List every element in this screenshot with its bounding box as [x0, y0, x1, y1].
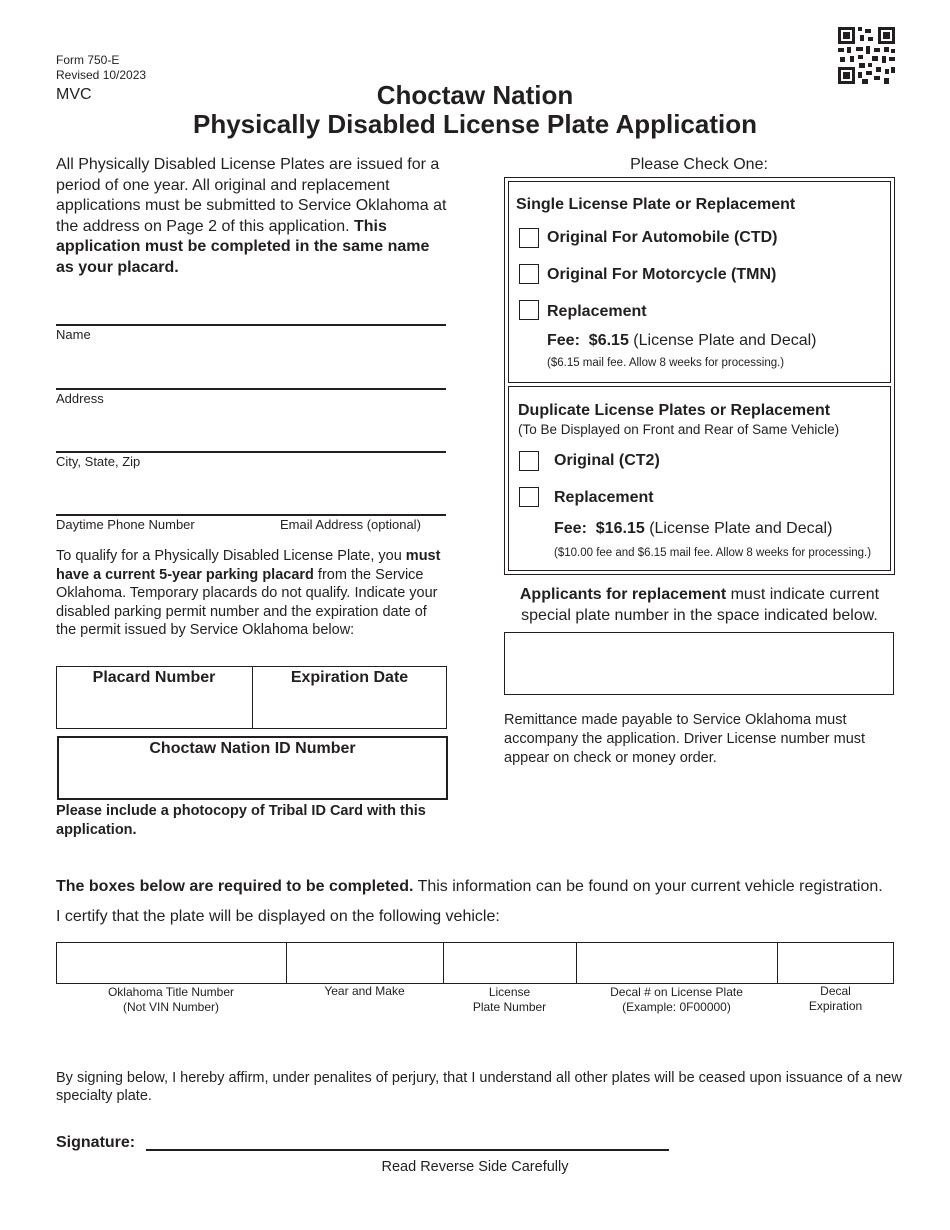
affirmation-text: By signing below, I hereby affirm, under penalites of perjury, that I understand all other plates will be ceased upon issuance of a new specialty plate.	[56, 1070, 902, 1104]
single-fee-note: ($6.15 mail fee. Allow 8 weeks for processing.)	[547, 357, 785, 369]
col-year-make: Year and Make	[324, 984, 405, 998]
page-title: Physically Disabled License Plate Application	[192, 109, 757, 139]
intro-paragraph: All Physically Disabled License Plates are issued for a period of one year. All original and replacement applications must be submitted to Service Oklahoma at the address on Page 2 of this application. This application must be completed in the same name as your placard.	[56, 156, 447, 276]
placard-number-label: Placard Number	[92, 669, 216, 686]
revised-date: Revised 10/2023	[56, 68, 147, 82]
expiration-date-label: Expiration Date	[290, 669, 409, 686]
checkbox-original-automobile[interactable]	[519, 228, 539, 248]
col-title-number: Oklahoma Title Number (Not VIN Number)	[107, 985, 235, 1014]
checkbox-single-replacement[interactable]	[519, 300, 539, 320]
checkbox-duplicate-replacement[interactable]	[519, 487, 539, 507]
vehicle-col-divider	[576, 942, 577, 984]
signature-label: Signature:	[56, 1134, 136, 1151]
agency-code: MVC	[56, 86, 92, 103]
duplicate-fee-note: ($10.00 fee and $6.15 mail fee. Allow 8 weeks for processing.)	[554, 547, 872, 559]
option-duplicate-replacement: Replacement	[554, 489, 654, 506]
year-make-input[interactable]	[288, 944, 441, 982]
vehicle-col-divider	[777, 942, 778, 984]
phone-label: Daytime Phone Number	[56, 517, 195, 532]
vehicle-col-divider	[443, 942, 444, 984]
address-label: Address	[56, 391, 104, 406]
checkbox-original-ct2[interactable]	[519, 451, 539, 471]
footer-note: Read Reverse Side Carefully	[381, 1159, 569, 1175]
option-original-motorcycle: Original For Motorcycle (TMN)	[547, 266, 777, 283]
vehicle-col-divider	[286, 942, 287, 984]
city-state-zip-line[interactable]	[56, 451, 446, 453]
check-one-heading: Please Check One:	[630, 156, 768, 173]
single-fee: Fee: $6.15 (License Plate and Decal)	[547, 332, 817, 349]
name-label: Name	[56, 327, 91, 342]
qr-code-icon	[838, 27, 895, 84]
placard-number-input[interactable]	[60, 693, 248, 725]
form-number: Form 750-E	[56, 53, 120, 67]
decal-expiration-input[interactable]	[779, 944, 892, 982]
title-line1: Choctaw Nation	[376, 80, 574, 110]
qualify-paragraph: To qualify for a Physically Disabled License Plate, you must have a current 5-year parking placard from the Service Oklahoma. Temporary placards do not qualify. Indicate your disabled parking permit number and the expiration date of the permit issued by Service Oklahoma below:	[56, 548, 441, 639]
photocopy-note: Please include a photocopy of Tribal ID Card with this application.	[56, 803, 426, 838]
duplicate-plate-title: Duplicate License Plates or Replacement	[518, 402, 831, 419]
email-label: Email Address (optional)	[280, 517, 421, 532]
col-decal-number: Decal # on License Plate (Example: 0F00000)	[610, 985, 743, 1014]
title-number-input[interactable]	[58, 944, 284, 982]
address-line[interactable]	[56, 388, 446, 390]
expiration-date-input[interactable]	[256, 693, 444, 725]
tribal-id-label: Choctaw Nation ID Number	[149, 740, 356, 757]
col-license-plate: License Plate Number	[472, 985, 547, 1014]
duplicate-plate-subtitle: (To Be Displayed on Front and Rear of Same Vehicle)	[518, 422, 840, 437]
duplicate-fee: Fee: $16.15 (License Plate and Decal)	[554, 520, 833, 537]
checkbox-original-motorcycle[interactable]	[519, 264, 539, 284]
signature-line[interactable]	[146, 1149, 669, 1151]
city-state-zip-label: City, State, Zip	[56, 454, 141, 469]
certify-text: I certify that the plate will be displayed on the following vehicle:	[56, 908, 500, 925]
required-note: The boxes below are required to be completed. This information can be found on your current vehicle registration.	[56, 878, 883, 895]
col-decal-expiration: Decal Expiration	[808, 984, 863, 1013]
remittance-note: Remittance made payable to Service Oklahoma must accompany the application. Driver License number must appear on check or money order.	[504, 712, 866, 766]
current-plate-number-input[interactable]	[504, 632, 894, 695]
phone-email-line[interactable]	[56, 514, 446, 516]
replacement-note: Applicants for replacement must indicate current special plate number in the space indicated below.	[519, 586, 880, 624]
decal-number-input[interactable]	[578, 944, 775, 982]
option-original-ct2: Original (CT2)	[554, 452, 660, 469]
license-plate-number-input[interactable]	[445, 944, 574, 982]
single-plate-title: Single License Plate or Replacement	[516, 196, 796, 213]
option-original-automobile: Original For Automobile (CTD)	[547, 229, 778, 246]
option-single-replacement: Replacement	[547, 303, 647, 320]
name-line[interactable]	[56, 324, 446, 326]
